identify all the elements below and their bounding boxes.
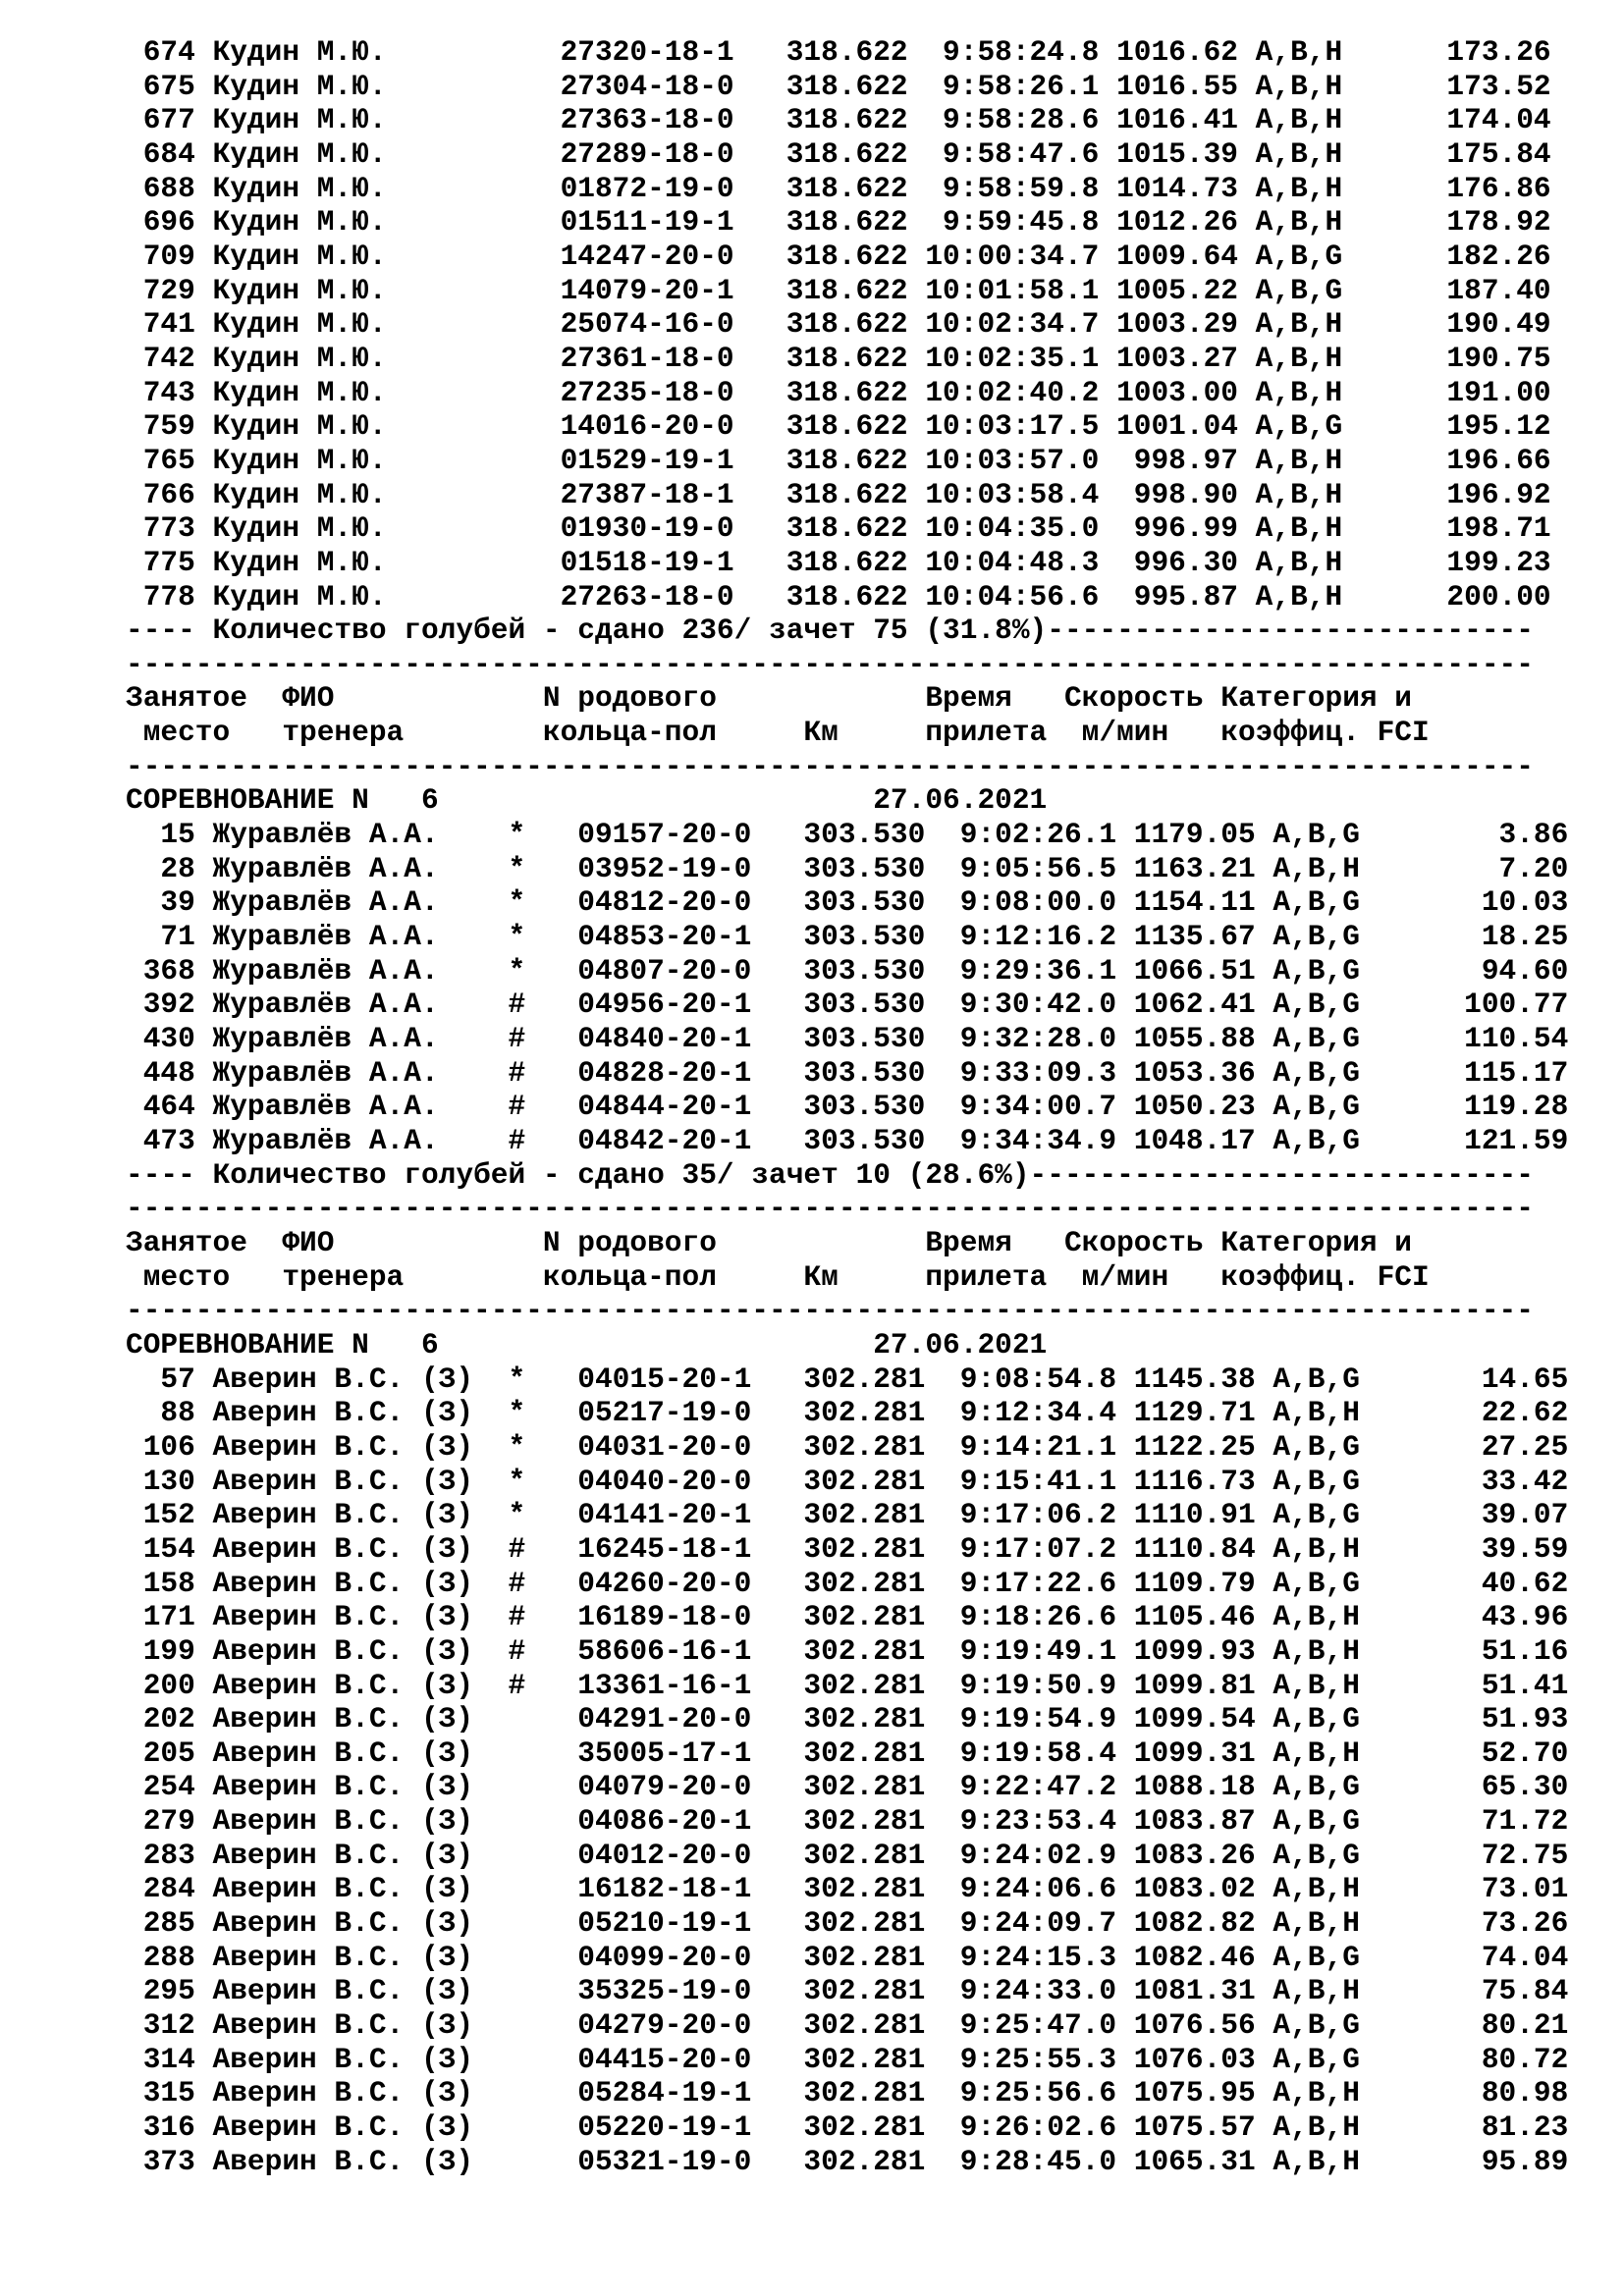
text-line: 684 Кудин М.Ю. 27289-18-0 318.622 9:58:47.6 1015.39 A,B,H 175.84 — [126, 136, 1551, 171]
text-line: 71 Журавлёв А.А. * 04853-20-1 303.530 9:12:16.2 1135.67 A,B,G 18.25 — [126, 920, 1569, 954]
text-line: 688 Кудин М.Ю. 01872-19-0 318.622 9:58:59.8 1014.73 A,B,H 176.86 — [126, 171, 1551, 205]
text-line: 130 Аверин В.С. (З) * 04040-20-0 302.281 9:15:41.1 1116.73 A,B,G 33.42 — [126, 1464, 1569, 1498]
text-line: 285 Аверин В.С. (З) 05210-19-1 302.281 9:24:09.7 1082.82 A,B,H 73.26 — [126, 1906, 1569, 1941]
text-line: ---- Количество голубей - сдано 35/ зачет 10 (28.6%)----------------------------- — [126, 1157, 1534, 1192]
text-line: 368 Журавлёв А.А. * 04807-20-0 303.530 9:29:36.1 1066.51 A,B,G 94.60 — [126, 953, 1569, 988]
text-line: 742 Кудин М.Ю. 27361-18-0 318.622 10:02:35.1 1003.27 A,B,H 190.75 — [126, 341, 1551, 375]
text-line: место тренера кольца-пол Км прилета м/мин коэффиц. FCI — [126, 1259, 1430, 1294]
text-line: 284 Аверин В.С. (З) 16182-18-1 302.281 9:24:06.6 1083.02 A,B,H 73.01 — [126, 1872, 1569, 1906]
text-line: 709 Кудин М.Ю. 14247-20-0 318.622 10:00:34.7 1009.64 A,B,G 182.26 — [126, 239, 1551, 273]
text-line: 202 Аверин В.С. (З) 04291-20-0 302.281 9:19:54.9 1099.54 A,B,G 51.93 — [126, 1702, 1569, 1736]
text-line: 448 Журавлёв А.А. # 04828-20-1 303.530 9:33:09.3 1053.36 A,B,G 115.17 — [126, 1055, 1569, 1090]
text-line: 759 Кудин М.Ю. 14016-20-0 318.622 10:03:17.5 1001.04 A,B,G 195.12 — [126, 409, 1551, 444]
text-line: 314 Аверин В.С. (З) 04415-20-0 302.281 9:25:55.3 1076.03 A,B,G 80.72 — [126, 2042, 1569, 2076]
text-line: 392 Журавлёв А.А. # 04956-20-1 303.530 9:30:42.0 1062.41 A,B,G 100.77 — [126, 988, 1569, 1022]
text-line: СОРЕВНОВАНИЕ N 6 27.06.2021 — [126, 1327, 1048, 1362]
text-line: 200 Аверин В.С. (З) # 13361-16-1 302.281 9:19:50.9 1099.81 A,B,H 51.41 — [126, 1668, 1569, 1702]
text-line: 152 Аверин В.С. (З) * 04141-20-1 302.281 9:17:06.2 1110.91 A,B,G 39.07 — [126, 1498, 1569, 1532]
text-line: 295 Аверин В.С. (З) 35325-19-0 302.281 9:24:33.0 1081.31 A,B,H 75.84 — [126, 1974, 1569, 2008]
text-line: 677 Кудин М.Ю. 27363-18-0 318.622 9:58:28.6 1016.41 A,B,H 174.04 — [126, 103, 1551, 137]
text-line: 288 Аверин В.С. (З) 04099-20-0 302.281 9:24:15.3 1082.46 A,B,G 74.04 — [126, 1940, 1569, 1974]
text-line: 315 Аверин В.С. (З) 05284-19-1 302.281 9:25:56.6 1075.95 A,B,H 80.98 — [126, 2076, 1569, 2110]
text-line: --------------------------------------------------------------------------------- — [126, 1192, 1534, 1226]
text-line: 696 Кудин М.Ю. 01511-19-1 318.622 9:59:45.8 1012.26 A,B,H 178.92 — [126, 205, 1551, 240]
text-line: 464 Журавлёв А.А. # 04844-20-1 303.530 9:34:00.7 1050.23 A,B,G 119.28 — [126, 1090, 1569, 1124]
text-line: 775 Кудин М.Ю. 01518-19-1 318.622 10:04:48.3 996.30 A,B,H 199.23 — [126, 545, 1551, 579]
results-document — [126, 35, 1568, 2178]
text-line: Занятое ФИО N родового Время Скорость Категория и — [126, 1225, 1413, 1259]
text-line: 283 Аверин В.С. (З) 04012-20-0 302.281 9:24:02.9 1083.26 A,B,G 72.75 — [126, 1838, 1569, 1872]
text-line: 279 Аверин В.С. (З) 04086-20-1 302.281 9:23:53.4 1083.87 A,B,G 71.72 — [126, 1804, 1569, 1839]
text-line: СОРЕВНОВАНИЕ N 6 27.06.2021 — [126, 783, 1048, 818]
text-line: 674 Кудин М.Ю. 27320-18-1 318.622 9:58:24.8 1016.62 A,B,H 173.26 — [126, 35, 1551, 69]
text-line: 778 Кудин М.Ю. 27263-18-0 318.622 10:04:56.6 995.87 A,B,H 200.00 — [126, 579, 1551, 614]
text-line: 15 Журавлёв А.А. * 09157-20-0 303.530 9:02:26.1 1179.05 A,B,G 3.86 — [126, 818, 1569, 852]
text-line: 430 Журавлёв А.А. # 04840-20-1 303.530 9:32:28.0 1055.88 A,B,G 110.54 — [126, 1022, 1569, 1056]
text-line: 743 Кудин М.Ю. 27235-18-0 318.622 10:02:40.2 1003.00 A,B,H 191.00 — [126, 375, 1551, 409]
text-line: 741 Кудин М.Ю. 25074-16-0 318.622 10:02:34.7 1003.29 A,B,H 190.49 — [126, 307, 1551, 342]
text-line: 373 Аверин В.С. (З) 05321-19-0 302.281 9:28:45.0 1065.31 A,B,H 95.89 — [126, 2144, 1569, 2178]
text-line: место тренера кольца-пол Км прилета м/мин коэффиц. FCI — [126, 716, 1430, 750]
text-line: 675 Кудин М.Ю. 27304-18-0 318.622 9:58:26.1 1016.55 A,B,H 173.52 — [126, 69, 1551, 103]
text-line: 312 Аверин В.С. (З) 04279-20-0 302.281 9:25:47.0 1076.56 A,B,G 80.21 — [126, 2008, 1569, 2043]
text-line: 766 Кудин М.Ю. 27387-18-1 318.622 10:03:58.4 998.90 A,B,H 196.92 — [126, 477, 1551, 511]
text-line: 57 Аверин В.С. (З) * 04015-20-1 302.281 9:08:54.8 1145.38 A,B,G 14.65 — [126, 1362, 1569, 1396]
text-line: 254 Аверин В.С. (З) 04079-20-0 302.281 9:22:47.2 1088.18 A,B,G 65.30 — [126, 1770, 1569, 1804]
text-line: --------------------------------------------------------------------------------- — [126, 749, 1534, 783]
text-line: Занятое ФИО N родового Время Скорость Категория и — [126, 681, 1413, 716]
text-line: --------------------------------------------------------------------------------- — [126, 647, 1534, 681]
text-line: 158 Аверин В.С. (З) # 04260-20-0 302.281 9:17:22.6 1109.79 A,B,G 40.62 — [126, 1566, 1569, 1600]
text-line: 765 Кудин М.Ю. 01529-19-1 318.622 10:03:57.0 998.97 A,B,H 196.66 — [126, 443, 1551, 477]
text-line: 106 Аверин В.С. (З) * 04031-20-0 302.281 9:14:21.1 1122.25 A,B,G 27.25 — [126, 1429, 1569, 1464]
text-line: 39 Журавлёв А.А. * 04812-20-0 303.530 9:08:00.0 1154.11 A,B,G 10.03 — [126, 885, 1569, 920]
text-line: --------------------------------------------------------------------------------- — [126, 1294, 1534, 1328]
text-line: 154 Аверин В.С. (З) # 16245-18-1 302.281 9:17:07.2 1110.84 A,B,H 39.59 — [126, 1531, 1569, 1566]
text-line: 171 Аверин В.С. (З) # 16189-18-0 302.281 9:18:26.6 1105.46 A,B,H 43.96 — [126, 1600, 1569, 1634]
text-line: 205 Аверин В.С. (З) 35005-17-1 302.281 9:19:58.4 1099.31 A,B,H 52.70 — [126, 1735, 1569, 1770]
text-line: 88 Аверин В.С. (З) * 05217-19-0 302.281 9:12:34.4 1129.71 A,B,H 22.62 — [126, 1396, 1569, 1430]
text-line: 316 Аверин В.С. (З) 05220-19-1 302.281 9:26:02.6 1075.57 A,B,H 81.23 — [126, 2110, 1569, 2145]
text-line: 199 Аверин В.С. (З) # 58606-16-1 302.281 9:19:49.1 1099.93 A,B,H 51.16 — [126, 1633, 1569, 1668]
text-line: 473 Журавлёв А.А. # 04842-20-1 303.530 9:34:34.9 1048.17 A,B,G 121.59 — [126, 1124, 1569, 1157]
text-line: 729 Кудин М.Ю. 14079-20-1 318.622 10:01:58.1 1005.22 A,B,G 187.40 — [126, 273, 1551, 307]
text-line: ---- Количество голубей - сдано 236/ зачет 75 (31.8%)---------------------------- — [126, 614, 1534, 648]
text-line: 28 Журавлёв А.А. * 03952-19-0 303.530 9:05:56.5 1163.21 A,B,H 7.20 — [126, 851, 1569, 885]
text-line: 773 Кудин М.Ю. 01930-19-0 318.622 10:04:35.0 996.99 A,B,H 198.71 — [126, 511, 1551, 546]
